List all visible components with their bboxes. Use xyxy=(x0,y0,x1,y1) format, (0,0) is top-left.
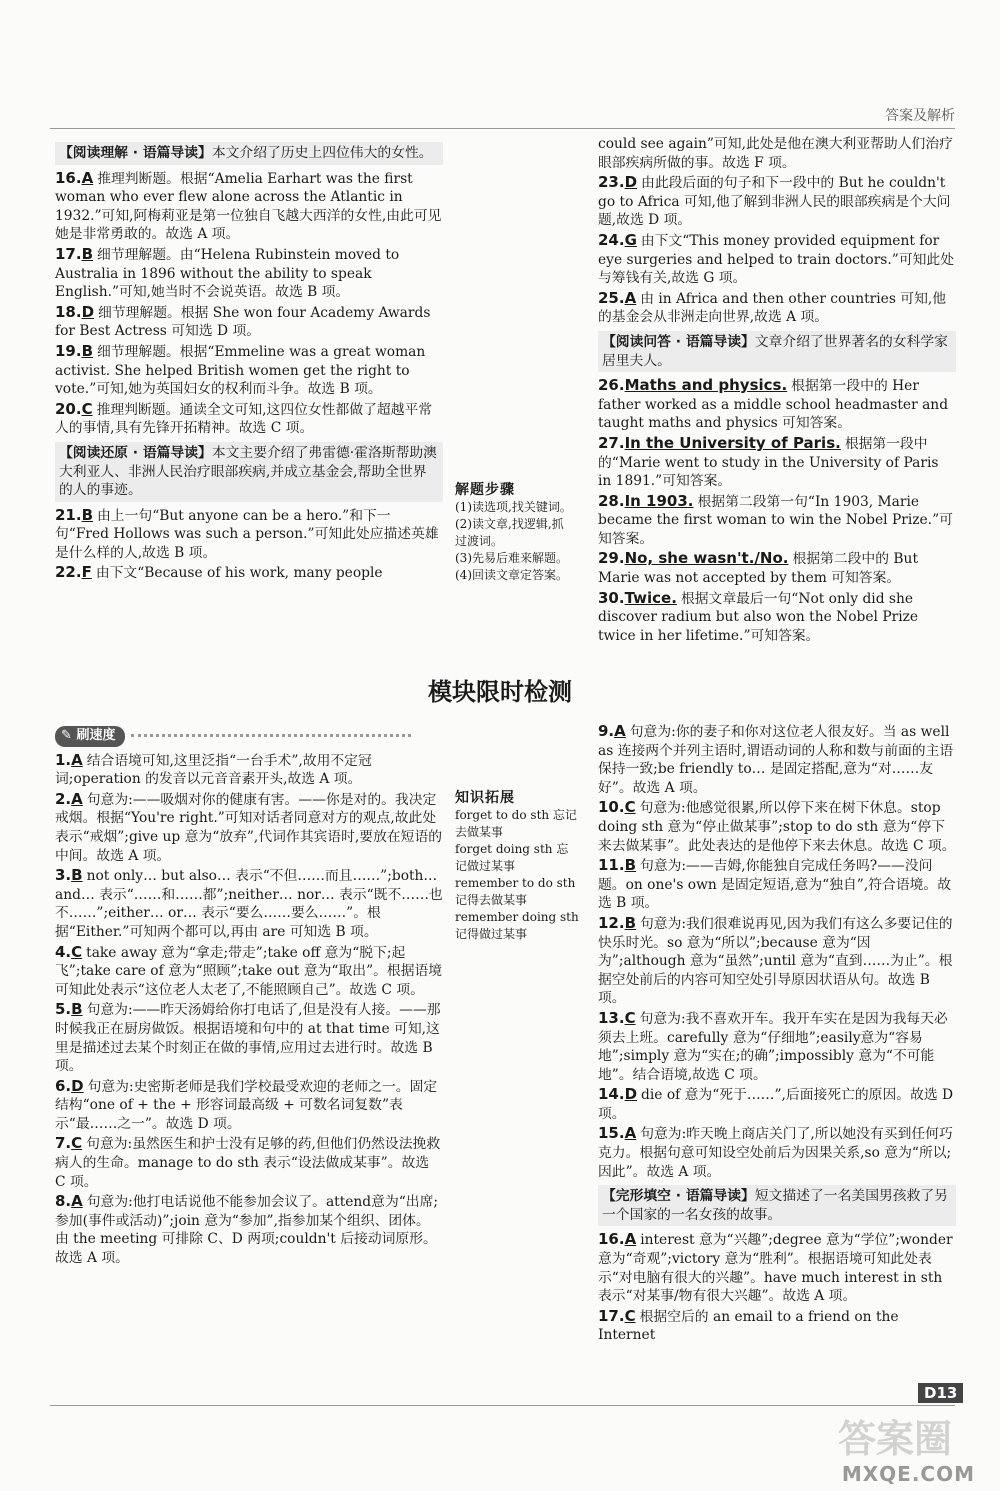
answer-item: 13.C 句意为:我不喜欢开车。我开车实在是因为我每天必须去上班。carefully 意为“仔细地”;easily意为“容易地”;simply 意为“实在;的确”;impossibly 意为“不可能地”。结合语境,故选 C 项。 xyxy=(598,1008,948,1083)
footer-rule xyxy=(50,1405,955,1406)
section-label: 【阅读理解 · 语篇导读】 xyxy=(59,145,212,161)
answer-item: 30.Twice. 根据文章最后一句“Not only did she discover radium but also won the Nobel Prize twice in her lifetime.”可知答案。 xyxy=(598,588,919,644)
solving-steps-sidebar xyxy=(455,482,575,584)
answer-item: 8.A 句意为:他打电话说他不能参加会议了。attend意为“出席;参加(事件或活动)”;join 意为“参加”,指参加某个组织、团体。由 the meeting 可排除 C、D 两项;couldn't 后接动词原形。故选 A 项。 xyxy=(55,1192,439,1267)
answer-item: 14.D die of 意为“死于……”,后面接死亡的原因。故选 D 项。 xyxy=(598,1085,954,1122)
sidebar-line: (1)读选项,找关键词。 xyxy=(455,500,572,514)
sidebar-line: (4)回读文章定答案。 xyxy=(455,568,568,582)
answer-item: 22.F 由下文“Because of his work, many people xyxy=(55,563,383,582)
sidebar-title: 知识拓展 xyxy=(455,790,515,806)
answer-item: 5.B 句意为:——昨天汤姆给你打电话了,但是没有人接。——那时候我正在厨房做饭。根据语境和句中的 at that time 可知,这里是描述过去某个时刻正在做的事情,应用过去进行时。故选 B 项。 xyxy=(55,1000,441,1075)
sidebar-line: forget doing sth 忘记做过某事 xyxy=(455,842,569,873)
answer-item: 15.A 句意为:昨天晚上商店关门了,所以她没有买到任何巧克力。根据句意可知设空处前后为因果关系,so 意为“所以;因此”。故选 A 项。 xyxy=(598,1124,953,1180)
header-rule xyxy=(50,128,955,129)
answer-item: 16.A 推理判断题。根据“Amelia Earhart was the first woman who ever flew alone across the Atlantic in 1932.”可知,阿梅莉亚是第一位独自飞越大西洋的女性,由此可见她是非常勇敢的。故选 A 项。 xyxy=(55,168,442,243)
answer-item: 6.D 句意为:史密斯老师是我们学校最受欢迎的老师之一。固定结构“one of + the + 形容词最高级 + 可数名词复数”表示“最……之一”。故选 D 项。 xyxy=(55,1076,438,1132)
section-text: 本文主要介绍了弗雷德·霍洛斯帮助澳大利亚人、非洲人民治疗眼部疾病,并成立基金会,帮助全世界的人的事迹。 xyxy=(59,444,437,499)
section-text: 本文介绍了历史上四位伟大的女性。 xyxy=(211,145,433,161)
answer-item: 17.C 根据空后的 an email to a friend on the Internet xyxy=(598,1306,899,1344)
section-text: 短文描述了一名美国男孩救了另一个国家的一名女孩的故事。 xyxy=(602,1188,948,1223)
section-label: 【阅读还原 · 语篇导读】 xyxy=(59,444,212,461)
bottom-left-column xyxy=(55,726,443,1269)
answer-item: 25.A 由 in Africa and then other countries 可知,他的基金会从非洲走向世界,故选 A 项。 xyxy=(598,288,947,326)
answer-item: 12.B 句意为:我们很难说再见,因为我们有这么多要记住的快乐时光。so 意为“所以”;because 意为“因为”;although 意为“虽然”;until 意为“直到……为止”。根据空处前后的内容可知空处引导原因状语从句。故选 B 项。 xyxy=(598,913,953,1007)
section-reading-restore xyxy=(55,442,443,502)
answer-item: 4.C take away 意为“拿走;带走”;take off 意为“脱下;起飞”;take care of 意为“照顾”;take out 意为“取出”。根据语境可知此处表示“这位老人太老了,不能照顾自己”。故选 C 项。 xyxy=(55,942,443,998)
speed-header xyxy=(55,726,443,747)
dotted-divider xyxy=(131,734,411,737)
section-label: 【完形填空 · 语篇导读】 xyxy=(602,1188,755,1205)
speed-badge: ✎ 刷速度 xyxy=(55,726,125,747)
sidebar-line: forget to do sth 忘记去做某事 xyxy=(455,808,577,839)
watermark-logo-text: 答案圈 xyxy=(837,1417,953,1461)
section-label: 【阅读问答 · 语篇导读】 xyxy=(602,333,755,350)
header-label: 答案及解析 xyxy=(885,108,955,124)
answer-item: 2.A 句意为:——吸烟对你的健康有害。——你是对的。我决定戒烟。根据“You're right.”可知对话者同意对方的观点,故此处表示“戒烟”;give up 意为“放弃”,代词作其宾语时,要放在短语的中间。故选 A 项。 xyxy=(55,789,443,864)
answer-item: 18.D 细节理解题。根据 She won four Academy Awards for Best Actress 可知选 D 项。 xyxy=(55,302,431,340)
answer-item: 7.C 句意为:虽然医生和护士没有足够的药,但他们仍然设法挽救病人的生命。manage to do sth 表示“设法做成某事”。故选 C 项。 xyxy=(55,1134,441,1190)
answer-item: 1.A 结合语境可知,这里泛指“一台手术”,故用不定冠词;operation 的发音以元音音素开头,故选 A 项。 xyxy=(55,750,372,788)
section-cloze xyxy=(598,1185,956,1226)
answer-item: 20.C 推理判断题。通读全文可知,这四位女性都做了超越平常人的事情,具有先锋开拓精神。故选 C 项。 xyxy=(55,399,433,437)
answer-item: 21.B 由上一句“But anyone can be a hero.”和下一句“Fred Hollows was such a person.”可知此处应描述英雄是什么样的人,故选 B 项。 xyxy=(55,505,439,561)
sidebar-line: remember doing sth 记得做过某事 xyxy=(455,910,579,941)
answer-item: 3.B not only… but also… 表示“不但……而且……”;both… and… 表示“……和……都”;neither… nor… 表示“既不……也不……”;either… or… 表示“要么……要么……”。根据“Either.”可知两个都可以,再由 are 可知选 B 项。 xyxy=(55,866,443,940)
answer-item: 17.B 细节理解题。由“Helena Rubinstein moved to Australia in 1896 without the ability to speak English.”可知,她当时不会说英语。故选 B 项。 xyxy=(55,244,400,301)
continued-text: could see again”可知,此处是他在澳大利亚帮助人们治疗眼部疾病所做的事。故选 F 项。 xyxy=(598,136,953,171)
answer-item: 24.G 由下文“This money provided equipment for eye surgeries and helped to train doctors.”可知此处与筹钱有关,故选 G 项。 xyxy=(598,230,955,287)
answer-item: 23.D 由此段后面的句子和下一段中的 But he couldn't go to Africa 可知,他了解到非洲人民的眼部疾病是个大问题,故选 D 项。 xyxy=(598,173,951,229)
answer-item: 19.B 细节理解题。根据“Emmeline was a great woman activist. She helped British women get the right to vote.”可知,她为英国妇女的权利而斗争。故选 B 项。 xyxy=(55,341,426,398)
sidebar-line: (3)先易后难来解题。 xyxy=(455,551,568,565)
answer-item: 16.A interest 意为“兴趣”;degree 意为“学位”;wonder 意为“奇观”;victory 意为“胜利”。根据语境可知此处表示“对电脑有很大的兴趣”。have much interest in sth 表示“对某事/物有很大兴趣”。故选 A 项。 xyxy=(598,1230,953,1305)
knowledge-extension-sidebar xyxy=(455,790,580,943)
sidebar-line: (2)读文章,找逻辑,抓过渡词。 xyxy=(455,517,564,548)
top-right-column xyxy=(598,135,956,646)
answer-item: 27.In the University of Paris. 根据第一段中的“Marie went to study in the University of Paris in 1891.”可知答案。 xyxy=(598,433,939,490)
watermark-url: MXQE.COM xyxy=(841,1462,975,1486)
answer-item: 26.Maths and physics. 根据第一段中的 Her father worked as a middle school headmaster and taught maths and physics 可知答案。 xyxy=(598,376,949,432)
page-number: D13 xyxy=(918,1383,963,1403)
top-left-column xyxy=(55,138,443,584)
answer-item: 10.C 句意为:他感觉很累,所以停下来在树下休息。stop doing sth 意为“停止做某事”;stop to do sth 意为“停下来去做某事”。此处表达的是他停下来去休息。故选 C 项。 xyxy=(598,798,956,854)
sidebar-line: remember to do sth 记得去做某事 xyxy=(455,876,576,907)
sidebar-title: 解题步骤 xyxy=(455,482,515,498)
answer-item: 9.A 句意为:你的妻子和你对这位老人很友好。当 as well as 连接两个并列主语时,谓语动词的人称和数与前面的主语保持一致;be friendly to… 是固定搭配,意为“对……友好”。故选 A 项。 xyxy=(598,722,954,796)
bottom-right-column xyxy=(598,722,956,1346)
section-text: 文章介绍了世界著名的女科学家居里夫人。 xyxy=(602,333,948,369)
answer-item: 28.In 1903. 根据第二段第一句“In 1903, Marie became the first woman to win the Nobel Prize.”可知答案。 xyxy=(598,491,953,547)
section-reading-comprehension xyxy=(55,142,443,165)
answer-item: 29.No, she wasn't./No. 根据第二段中的 But Marie was not accepted by them 可知答案。 xyxy=(598,549,918,587)
pencil-icon: ✎ xyxy=(61,728,72,743)
watermark-logo xyxy=(815,1410,975,1465)
answer-item: 11.B 句意为:——吉姆,你能独自完成任务吗?——没问题。on one's own 是固定短语,意为“独自”,符合语境。故选 B 项。 xyxy=(598,856,952,912)
section-reading-qa xyxy=(598,331,956,372)
module-title: 模块限时检测 xyxy=(428,678,572,706)
